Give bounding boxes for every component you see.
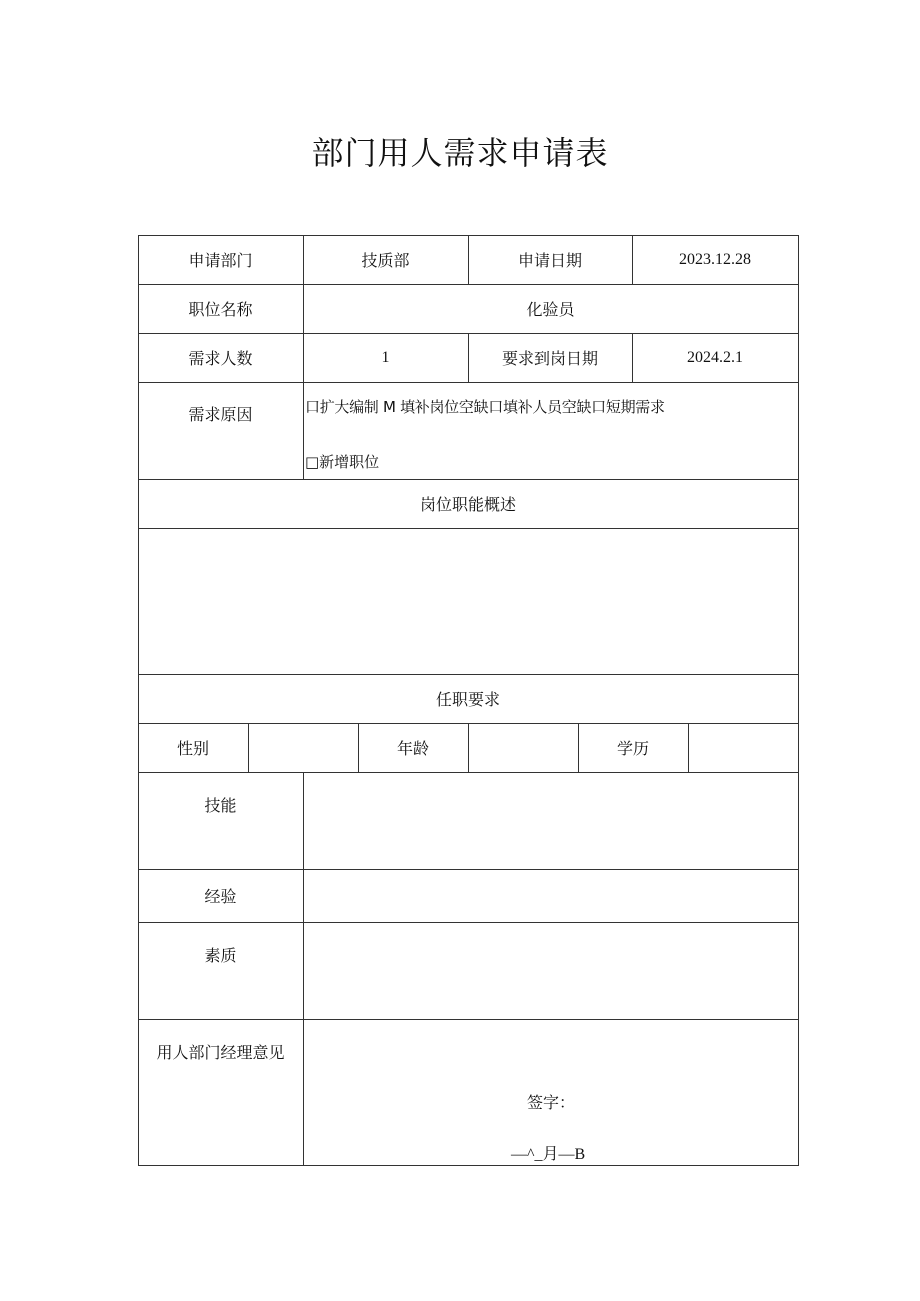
signature-label[interactable]: 签字：: [527, 1093, 576, 1112]
quality-value[interactable]: [305, 924, 796, 1017]
education-value[interactable]: [688, 723, 798, 772]
headcount-value[interactable]: 1: [381, 348, 390, 366]
age-value[interactable]: [468, 723, 578, 772]
duties-content[interactable]: [140, 530, 796, 672]
form-title: 部门用人需求申请表: [311, 134, 609, 172]
skills-value[interactable]: [305, 774, 796, 867]
dept-value[interactable]: 技质部: [361, 251, 410, 270]
apply-date-value[interactable]: 2023.12.28: [679, 250, 751, 268]
arrival-date-label: 要求到岗日期: [501, 349, 598, 368]
apply-date-label: 申请日期: [517, 251, 582, 270]
experience-label: 经验: [204, 887, 237, 906]
dept-label: 申请部门: [188, 251, 253, 270]
skills-label: 技能: [204, 796, 237, 815]
requirements-header: 任职要求: [435, 690, 500, 709]
reason-options-line2[interactable]: □新增职位: [305, 453, 380, 471]
reason-label: 需求原因: [188, 405, 253, 424]
duties-header: 岗位职能概述: [419, 495, 516, 514]
arrival-date-value[interactable]: 2024.2.1: [687, 348, 743, 366]
age-label: 年龄: [396, 739, 429, 758]
manager-opinion-label: 用人部门经理意见: [156, 1043, 285, 1062]
education-label: 学历: [616, 739, 649, 758]
gender-value[interactable]: [248, 723, 358, 772]
reason-options-line1[interactable]: 口扩大编制 M 填补岗位空缺口填补人员空缺口短期需求: [305, 398, 665, 416]
position-value[interactable]: 化验员: [526, 300, 575, 319]
position-label: 职位名称: [188, 300, 253, 319]
headcount-label: 需求人数: [188, 349, 253, 368]
signature-date-line[interactable]: —^_月—B: [511, 1146, 586, 1163]
gender-label: 性别: [176, 739, 209, 758]
experience-value[interactable]: [305, 871, 796, 920]
quality-label: 素质: [204, 946, 237, 965]
